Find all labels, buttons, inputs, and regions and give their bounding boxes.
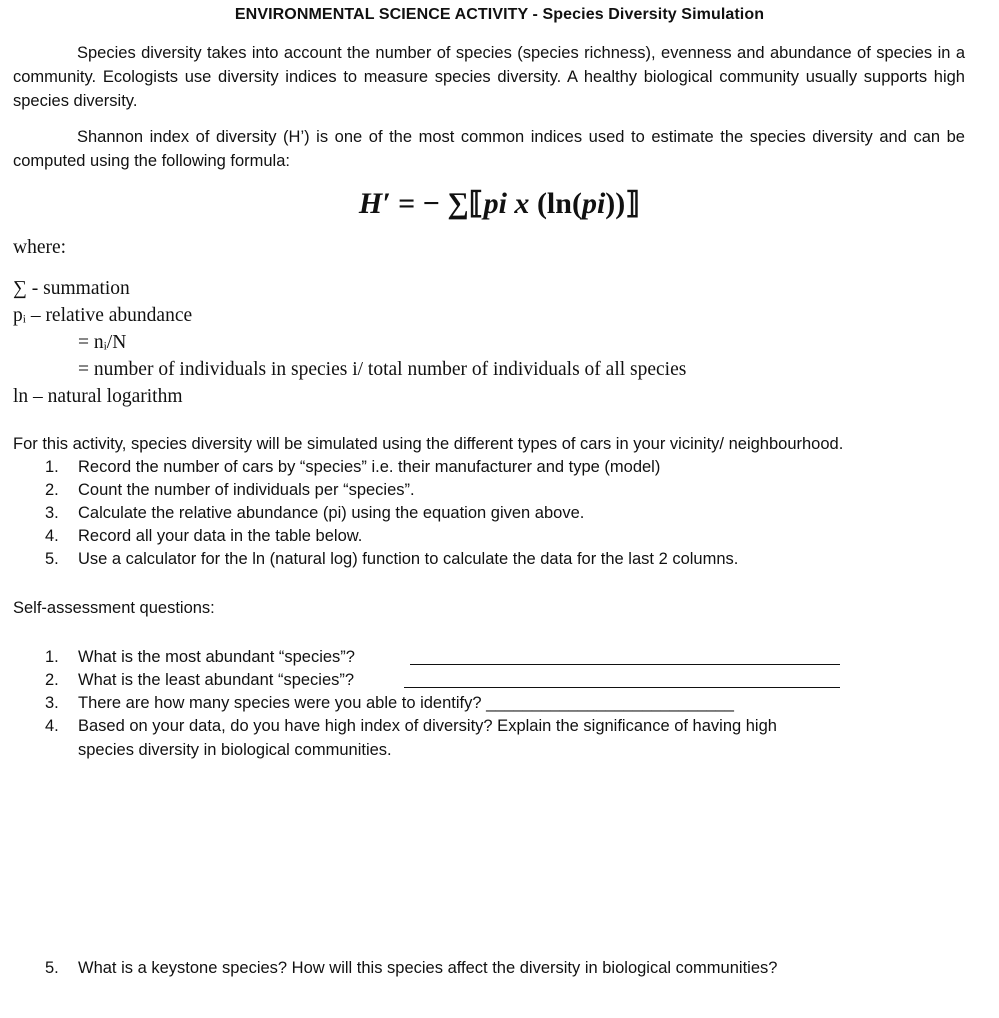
document-title	[0, 6, 999, 24]
question-number: 4.	[45, 717, 59, 735]
question-text: Based on your data, do you have high index of diversity? Explain the significance of having high	[78, 717, 777, 735]
list-item	[45, 502, 584, 525]
list-item	[45, 957, 777, 980]
activity-intro: For this activity, species diversity will be simulated using the different types of cars in your vicinity/ neighbourhood.	[13, 435, 844, 453]
title-rest: - Species Diversity Simulation	[528, 6, 765, 23]
formula-eq: = − ∑⟦	[390, 187, 484, 220]
list-item	[45, 456, 660, 479]
formula-pi1: pi x	[483, 187, 530, 220]
def-relative-abundance: pᵢ – relative abundance	[13, 305, 193, 326]
list-item	[45, 646, 355, 669]
question-number: 1.	[45, 648, 59, 666]
question-text: What is the least abundant “species”?	[78, 671, 355, 689]
question-number: 2.	[45, 671, 59, 689]
def-natural-log: ln – natural logarithm	[13, 386, 183, 407]
answer-line[interactable]	[404, 687, 840, 688]
question-continuation: species diversity in biological communities.	[78, 741, 392, 759]
shannon-formula	[0, 186, 999, 221]
list-item	[45, 525, 362, 548]
list-item	[45, 669, 354, 692]
self-assessment-heading: Self-assessment questions:	[13, 599, 215, 617]
step-text: Record all your data in the table below.	[78, 527, 363, 545]
formula-pi2: pi	[581, 187, 606, 220]
step-number: 5.	[45, 550, 59, 568]
list-item	[45, 692, 734, 715]
intro-paragraph: Species diversity takes into account the number of species (species richness), evenness and abundance of species in a community. Ecologists use diversity indices to measure species diversity. A healthy biological community usually supports high species diversity.	[13, 44, 965, 110]
step-number: 2.	[45, 481, 59, 499]
title-bold: ENVIRONMENTAL SCIENCE ACTIVITY	[234, 6, 529, 23]
question-number: 3.	[45, 694, 59, 712]
where-label: where:	[13, 237, 67, 258]
answer-line[interactable]	[410, 664, 840, 665]
def-pi-equation: = nᵢ/N	[78, 332, 127, 353]
step-number: 3.	[45, 504, 59, 522]
list-item	[45, 548, 738, 571]
step-text: Count the number of individuals per “species”.	[78, 481, 415, 499]
step-text: Calculate the relative abundance (pi) using the equation given above.	[78, 504, 585, 522]
step-number: 1.	[45, 458, 59, 476]
formula-lhs: H′	[358, 187, 391, 220]
question-text: What is a keystone species? How will this species affect the diversity in biological communities?	[78, 959, 778, 977]
formula-mid: (ln(	[529, 187, 582, 220]
def-summation: ∑ - summation	[13, 278, 130, 299]
list-item	[45, 479, 415, 502]
step-number: 4.	[45, 527, 59, 545]
list-item	[45, 715, 777, 738]
step-text: Use a calculator for the ln (natural log) function to calculate the data for the last 2 columns.	[78, 550, 739, 568]
def-pi-explanation: = number of individuals in species i/ total number of individuals of all species	[78, 359, 687, 380]
question-text: What is the most abundant “species”?	[78, 648, 355, 666]
shannon-paragraph: Shannon index of diversity (H’) is one of the most common indices used to estimate the species diversity and can be computed using the following formula:	[13, 128, 965, 170]
formula-end: ))⟧	[605, 187, 641, 220]
question-text: There are how many species were you able to identify? ___________________________	[78, 694, 734, 712]
step-text: Record the number of cars by “species” i.e. their manufacturer and type (model)	[78, 458, 661, 476]
question-number: 5.	[45, 959, 59, 977]
